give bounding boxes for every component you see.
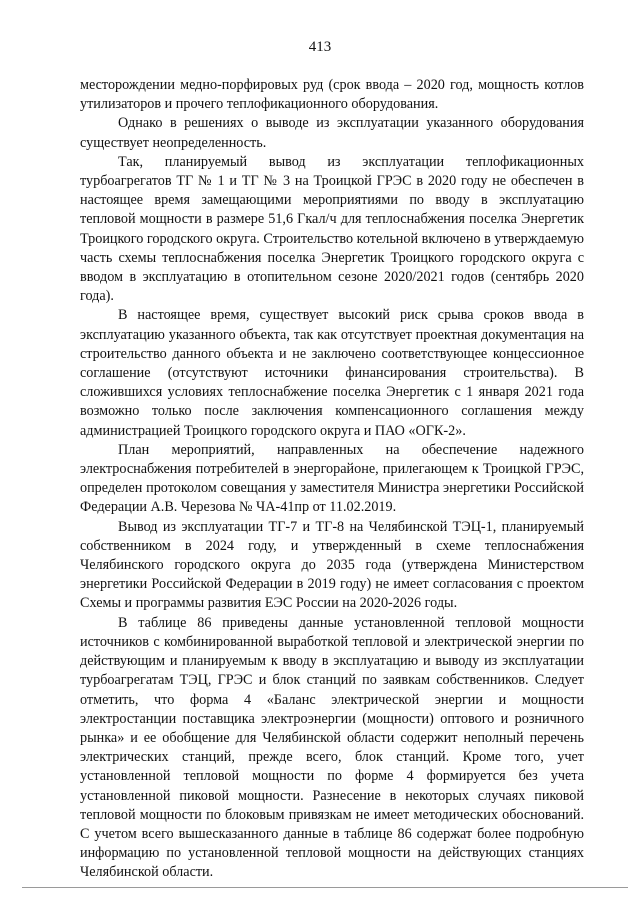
paragraph-table-86: В таблице 86 приведены данные установленной тепловой мощности источников с комбинированной выработкой тепловой и электрической энергии по действующим и планируемым к вводу в эксплуатацию и выводу из эксплуатации турбоагрегатам ТЭЦ, ГРЭС и блок станций по заявкам собственников. Следует отметить, что форма 4 «Баланс электрической энергии и мощности электростанции поставщика электроэнергии (мощности) оптового и розничного рынка» и ее обобщение для Челябинской области содержит неполный перечень электрических станций, прежде всего, блок станций. Кроме того, учет установленной тепловой мощности по форме 4 формируется без учета установленной пиковой мощности. Разнесение в некоторых случаях пиковой тепловой мощности по блоковым привязкам не имеет методических обоснований. С учетом всего вышесказанного данные в таблице 86 содержат более подробную информацию по установленной тепловой мощности на действующих станциях Челябинской области.	[80, 614, 584, 881]
paragraph-uncertainty: Однако в решениях о выводе из эксплуатации указанного оборудования существует неопределенность.	[80, 115, 584, 151]
paragraph-chelyabinsk-tec1: Вывод из эксплуатации ТГ-7 и ТГ-8 на Челябинской ТЭЦ-1, планируемый собственником в 2024 году, и утвержденный в схеме теплоснабжения Челябинского городского округа до 2035 года (утверждена Министерством энергетики Российской Федерации в 2019 году) не имеет согласования с проектом Схемы и программы развития ЕЭС России на 2020-2026 годы.	[80, 518, 584, 612]
paragraph-action-plan: План мероприятий, направленных на обеспечение надежного электроснабжения потребителей в энергорайоне, прилегающем к Троицкой ГРЭС, определен протоколом совещания у заместителя Министра энергетики Российской Федерации А.В. Черезова № ЧА-41пр от 11.02.2019.	[80, 441, 584, 516]
bottom-rule	[22, 887, 628, 888]
paragraph-continuation: месторождении медно-порфировых руд (срок ввода – 2020 год, мощность котлов утилизаторов и прочего теплофикационного оборудования.	[80, 77, 584, 113]
document-body	[80, 76, 584, 883]
paragraph-risk-of-delay: В настоящее время, существует высокий риск срыва сроков ввода в эксплуатацию указанного объекта, так как отсутствует проектная документация на строительство данного объекта и не заключено соответствующее концессионное соглашение (отсутствуют источники финансирования строительства). В сложившихся условиях теплоснабжение поселка Энергетик с 1 января 2021 года возможно только после заключения компенсационного соглашения между администрацией Троицкого городского округа и ПАО «ОГК-2».	[80, 307, 584, 439]
paragraph-troitsk-gres-decommission: Так, планируемый вывод из эксплуатации теплофикационных турбоагрегатов ТГ № 1 и ТГ № 3 на Троицкой ГРЭС в 2020 году не обеспечен в настоящее время замещающими мероприятиями по вводу в эксплуатацию тепловой мощности в размере 51,6 Гкал/ч для теплоснабжения поселка Энергетик Троицкого городского округа. Строительство котельной включено в утверждаемую часть схемы теплоснабжения поселка Энергетик Троицкого городского округа с вводом в эксплуатацию в отопительном сезоне 2020/2021 годов (сентябрь 2020 года).	[80, 153, 584, 305]
page-number: 413	[308, 39, 332, 55]
